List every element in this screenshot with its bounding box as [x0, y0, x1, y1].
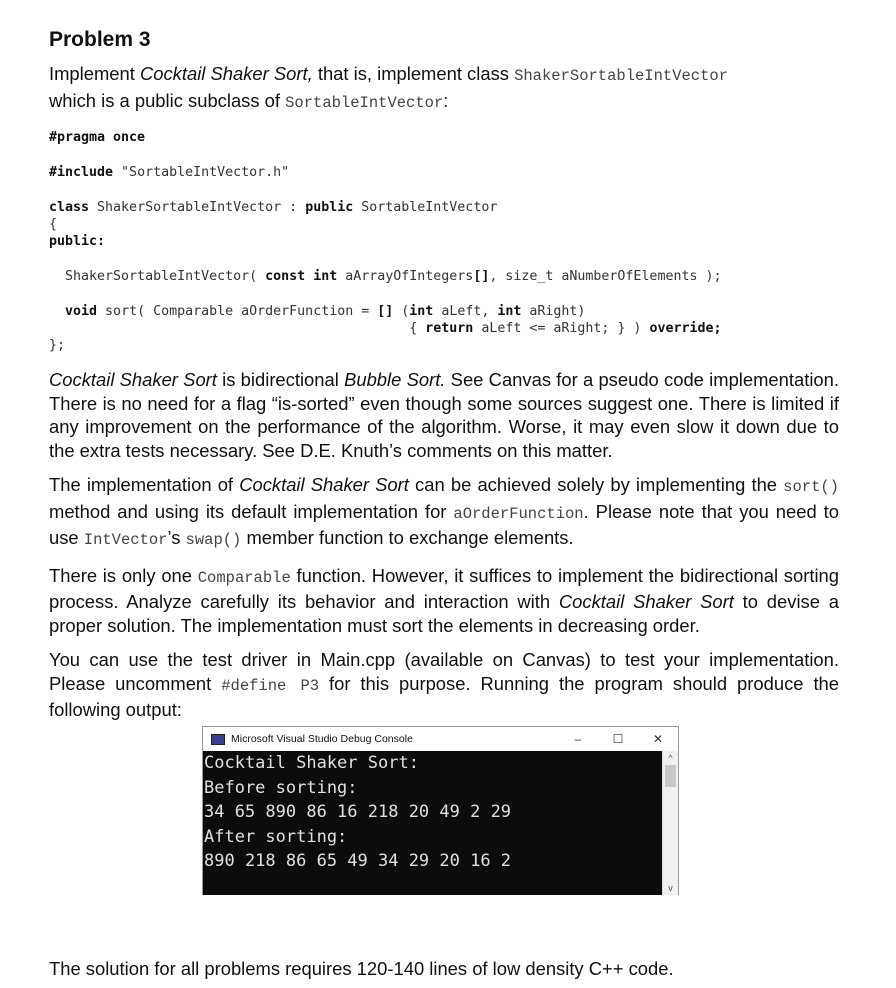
p2-text-5: ’s	[167, 527, 186, 548]
p3-text-3: to devise a proper solution. The implementation must sort the elements in decreasing order.	[49, 591, 839, 636]
p2-code-order: aOrderFunction	[453, 504, 584, 523]
p1-emphasis-1: Cocktail Shaker Sort	[49, 369, 217, 390]
code-class-name: ShakerSortableIntVector :	[89, 200, 306, 215]
p2-code-sort: sort()	[783, 478, 839, 496]
p2-code-intvector: IntVector	[83, 531, 168, 549]
p4-text-2: for this purpose. Running the program should produce the following output:	[49, 672, 840, 720]
intro-code-class: ShakerSortableIntVector	[514, 67, 729, 85]
p3-text-1: There is only one	[49, 564, 198, 586]
problem-heading: Problem 3	[49, 28, 151, 51]
console-line: Cocktail Shaker Sort:	[204, 753, 419, 773]
console-title: Microsoft Visual Studio Debug Console	[231, 733, 413, 745]
console-line: 34 65 890 86 16 218 20 49 2 29	[204, 802, 512, 822]
p2-text-6: member function to exchange elements.	[241, 527, 574, 548]
p2-text-2: can be achieved solely by implementing the	[408, 474, 784, 495]
intro-emphasis: Cocktail Shaker Sort,	[139, 63, 313, 84]
console-line: After sorting:	[204, 826, 348, 847]
code-pragma: #pragma once	[49, 130, 146, 145]
intro-text-2: that is, implement class	[312, 63, 515, 84]
console-titlebar[interactable]	[203, 727, 678, 751]
document-page	[49, 28, 839, 722]
paragraph-1	[49, 368, 839, 462]
footer-note: The solution for all problems requires 120-140 lines of low density C++ code.	[49, 958, 674, 979]
intro-code-base: SortableIntVector	[285, 93, 444, 112]
p1-text-1: is bidirectional	[216, 369, 345, 390]
p2-text-3: method and using its default implementation for	[49, 500, 454, 522]
console-app-icon	[211, 734, 225, 745]
code-base-name: SortableIntVector	[353, 200, 498, 215]
scroll-down-icon[interactable]: v	[668, 883, 673, 893]
code-const-kw: const int	[265, 269, 338, 284]
p4-code-define: #define P3	[221, 676, 320, 695]
code-lambda-p2: aLeft,	[433, 304, 498, 319]
console-line: 890 218 86 65 49 34 29 20 16 2	[204, 851, 512, 871]
code-override-kw: override;	[649, 321, 722, 336]
code-ctor-rest: , size_t aNumberOfElements );	[489, 269, 722, 284]
code-void-kw: void	[65, 304, 98, 319]
code-int-kw-2: int	[497, 304, 522, 319]
scroll-up-icon[interactable]: ^	[668, 753, 673, 763]
code-return-body: aLeft <= aRight; } )	[473, 321, 650, 336]
code-sort-sig: sort( Comparable aOrderFunction =	[97, 304, 378, 319]
paragraph-2	[49, 473, 839, 553]
code-int-kw-1: int	[409, 304, 434, 319]
code-include-file: "SortableIntVector.h"	[113, 165, 290, 180]
maximize-button[interactable]: ☐	[612, 732, 624, 746]
intro-text-4: :	[443, 89, 449, 111]
code-ctor-arr: aArrayOfIntegers	[337, 269, 474, 284]
paragraph-4	[49, 648, 839, 722]
console-output	[203, 751, 663, 895]
p1-emphasis-2: Bubble Sort.	[344, 369, 446, 390]
code-public-kw: public	[305, 200, 354, 215]
p3-emphasis: Cocktail Shaker Sort	[558, 591, 734, 612]
p2-code-swap: swap()	[185, 531, 242, 549]
minimize-button[interactable]: –	[574, 732, 582, 746]
p2-text-4: . Please note that you need to use	[49, 500, 839, 548]
console-line: Before sorting:	[204, 777, 358, 798]
p1-text-2: See Canvas for a pseudo code implementation. There is no need for a flag “is-sorted” even though some sources suggest one. There is limited if any improvement on the performance of the algorithm. Worse, it may even slow it down due to the extra tests necessary. See D.E. Knuth’s comments on this matter.	[49, 369, 839, 461]
code-ctor-brk: []	[473, 269, 490, 284]
code-brace-close: };	[49, 338, 66, 353]
code-ctor-name: ShakerSortableIntVector(	[49, 269, 266, 284]
p4-text-1: You can use the test driver in Main.cpp (available on Canvas) to test your implementation. Please uncomment	[49, 649, 839, 694]
scrollbar-thumb[interactable]	[665, 765, 676, 787]
p3-text-2: function. However, it suffices to implement the bidirectional sorting process. Analyze carefully its behavior and interaction with	[49, 564, 839, 612]
console-window	[202, 726, 679, 895]
p3-code-comparable: Comparable	[197, 568, 291, 587]
paragraph-3	[49, 564, 839, 638]
code-brace-open: {	[49, 217, 58, 232]
code-lambda-p1: (	[393, 304, 410, 319]
intro-text-1: Implement	[49, 63, 140, 84]
code-lambda-p3: aRight)	[521, 304, 586, 319]
console-scrollbar[interactable]	[662, 751, 678, 895]
intro-paragraph	[49, 62, 839, 115]
p2-text-1: The implementation of	[49, 474, 240, 495]
code-indent: {	[49, 321, 426, 336]
p2-emphasis: Cocktail Shaker Sort	[239, 474, 409, 495]
close-button[interactable]: ✕	[652, 732, 664, 746]
intro-text-3: which is a public subclass of	[49, 89, 286, 111]
code-include-kw: #include	[49, 165, 114, 180]
code-lambda-brk: []	[377, 304, 394, 319]
code-class-kw: class	[49, 200, 90, 215]
code-public-label: public:	[49, 234, 106, 249]
code-return-kw: return	[425, 321, 474, 336]
code-listing	[49, 129, 839, 354]
